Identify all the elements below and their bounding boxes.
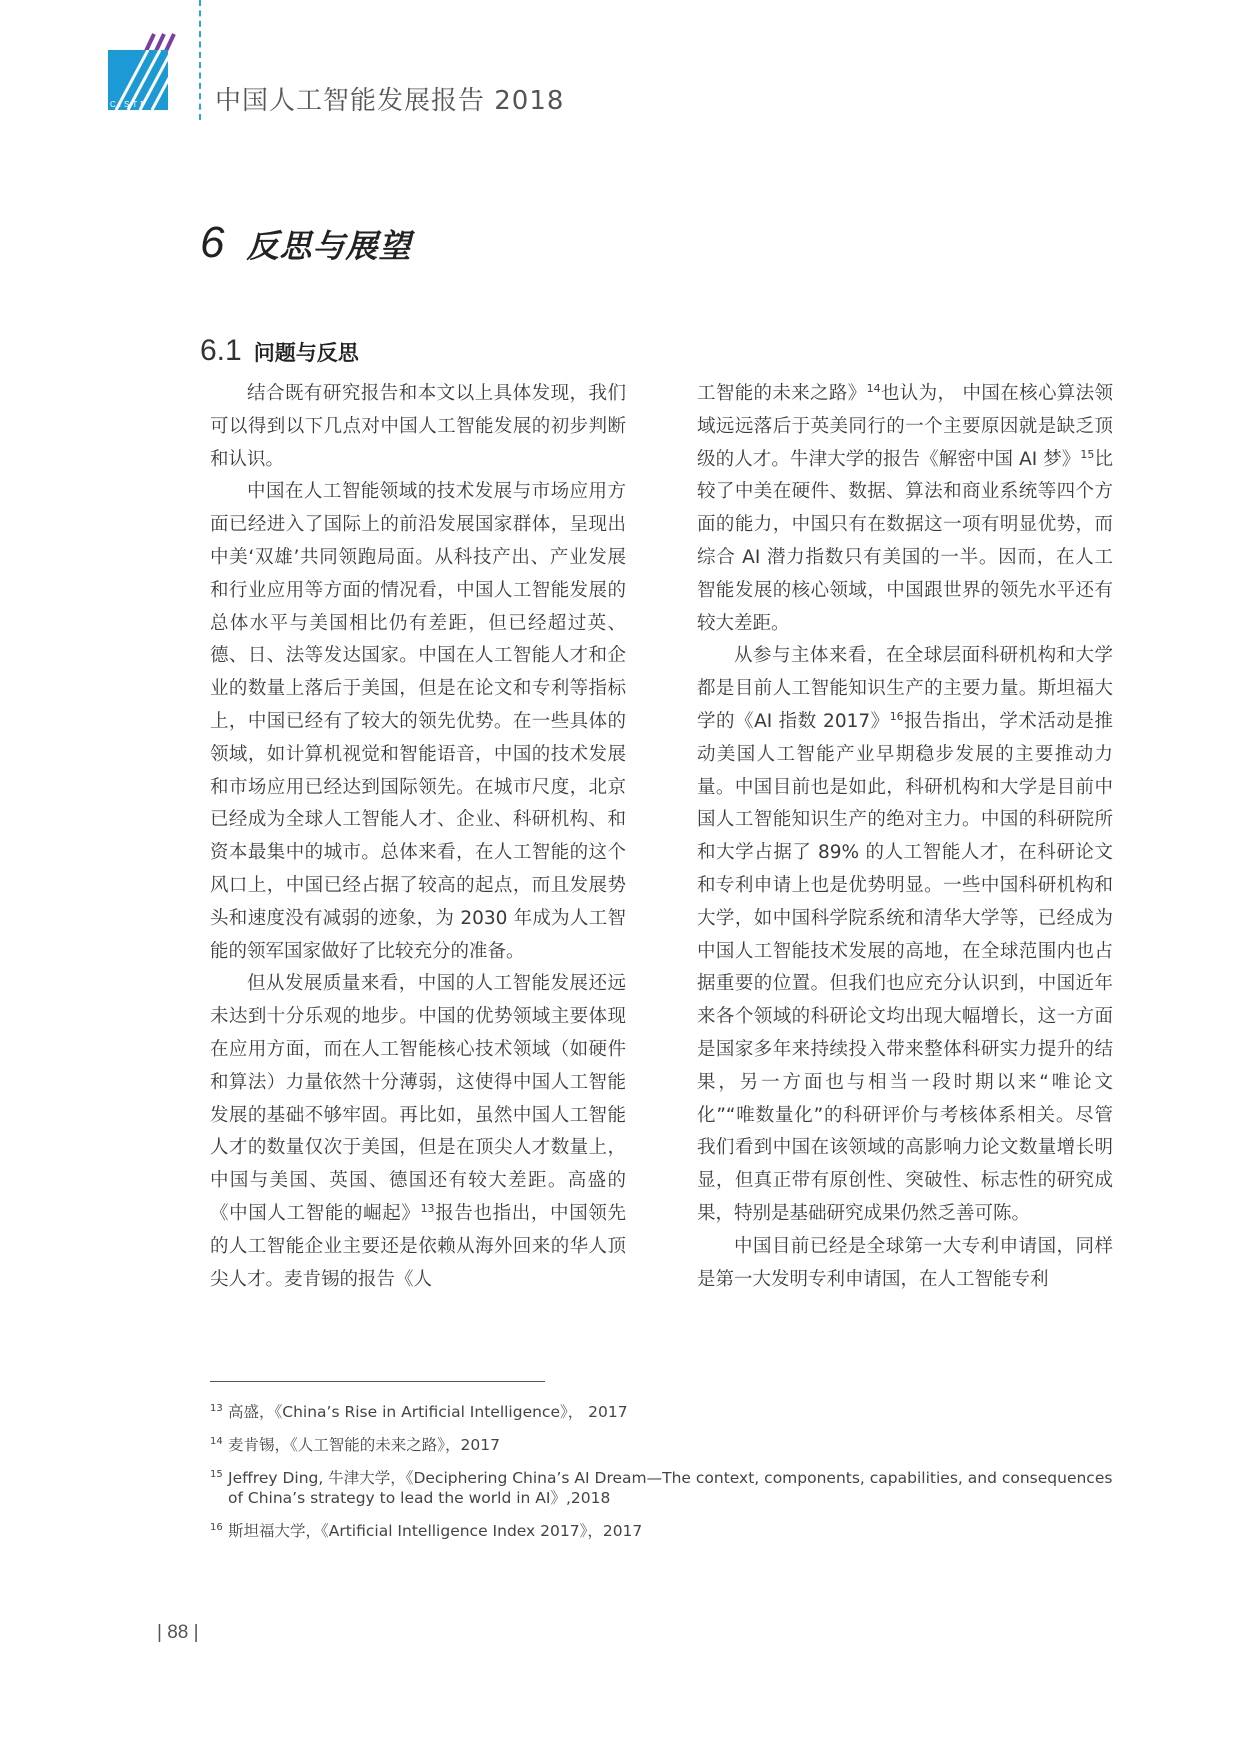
section-heading xyxy=(200,334,359,368)
footnote xyxy=(210,1521,1115,1541)
paragraph-text: 报告也指出，中国领先的人工智能企业主要还是依赖从海外回来的华人顶尖人才。麦肯锡的报告《人 xyxy=(210,1202,626,1290)
page-number: | 88 | xyxy=(157,1622,199,1643)
paragraph-text: 也认为， 中国在核心算法领域远远落后于英美同行的一个主要原因就是缺乏顶级的人才。牛津大学的报告《解密中国 AI 梦》 xyxy=(697,383,1113,470)
paragraph-text: 工智能的未来之路》 xyxy=(697,383,867,404)
footnote-ref: 16 xyxy=(889,709,904,723)
footnote-text: 麦肯锡，《人工智能的未来之路》，2017 xyxy=(228,1436,500,1454)
header-divider xyxy=(199,0,201,120)
footnote-ref: 14 xyxy=(866,381,881,395)
footnote-number: 13 xyxy=(210,1403,223,1414)
paragraph-text: 但从发展质量来看，中国的人工智能发展还远未达到十分乐观的地步。中国的优势领域主要体现在应用方面，而在人工智能核心技术领域（如硬件和算法）力量依然十分薄弱，这使得中国人工智能发展的基础不够牢固。再比如，虽然中国人工智能人才的数量仅次于美国，但是在顶尖人才数量上，中国与美国、英国、德国还有较大差距。高盛的《中国人工智能的崛起》 xyxy=(210,973,626,1224)
report-title: 中国人工智能发展报告 2018 xyxy=(215,86,565,116)
logo-box xyxy=(108,50,168,110)
section-number: 6.1 xyxy=(200,334,242,367)
chapter-number: 6 xyxy=(200,218,225,267)
paragraph-text: 比较了中美在硬件、数据、算法和商业系统等四个方面的能力，中国只有在数据这一项有明显优势，而综合 AI 潜力指数只有美国的一半。因而，在人工智能发展的核心领域，中国跟世界的领先水平还有较大差距。 xyxy=(697,448,1113,634)
paragraph xyxy=(697,378,1113,640)
footnote-text: 斯坦福大学，《Artificial Intelligence Index 2017》，2017 xyxy=(228,1522,643,1540)
footnotes xyxy=(210,1402,1115,1554)
footnote xyxy=(210,1435,1115,1455)
footnote xyxy=(210,1468,1115,1508)
left-column xyxy=(210,378,626,1296)
footnote-divider xyxy=(210,1381,545,1382)
footnote-number: 15 xyxy=(210,1469,223,1480)
paragraph: 结合既有研究报告和本文以上具体发现，我们可以得到以下几点对中国人工智能发展的初步判断和认识。 xyxy=(210,383,626,470)
right-column xyxy=(697,378,1113,1296)
paragraph: 中国在人工智能领域的技术发展与市场应用方面已经进入了国际上的前沿发展国家群体，呈现出中美‘双雄’共同领跑局面。从科技产出、产业发展和行业应用等方面的情况看，中国人工智能发展的总体水平与美国相比仍有差距，但已经超过英、德、日、法等发达国家。中国在人工智能人才和企业的数量上落后于美国，但是在论文和专利等指标上，中国已经有了较大的领先优势。在一些具体的领域，如计算机视觉和智能语音，中国的技术发展和市场应用已经达到国际领先。在城市尺度，北京已经成为全球人工智能人才、企业、科研机构、和资本最集中的城市。总体来看，在人工智能的这个风口上，中国已经占据了较高的起点，而且发展势头和速度没有减弱的迹象，为 2030 年成为人工智能的领军国家做好了比较充分的准备。 xyxy=(210,481,626,962)
paragraph xyxy=(210,968,626,1296)
chapter-title: 反思与展望 xyxy=(246,227,412,265)
footnote-text: Jeffrey Ding, 牛津大学，《Deciphering China’s AI Dream—The context, components, capabilities, and consequences of China’s strategy to lead the world in AI》,2018 xyxy=(228,1469,1113,1507)
footnote-ref: 13 xyxy=(420,1201,435,1215)
logo-text: CISTP xyxy=(110,100,149,109)
footnote-number: 14 xyxy=(210,1436,223,1447)
footnote-text: 高盛，《China’s Rise in Artificial Intelligence》， 2017 xyxy=(228,1403,628,1421)
chapter-heading xyxy=(200,218,412,268)
footnote xyxy=(210,1402,1115,1422)
paragraph xyxy=(697,640,1113,1230)
section-title: 问题与反思 xyxy=(253,341,359,365)
footnote-number: 16 xyxy=(210,1522,223,1533)
paragraph-text: 报告指出，学术活动是推动美国人工智能产业早期稳步发展的主要推动力量。中国目前也是如此，科研机构和大学是目前中国人工智能知识生产的绝对主力。中国的科研院所和大学占据了 89% 的人工智能人才，在科研论文和专利申请上也是优势明显。一些中国科研机构和大学，如中国科学院系统和清华大学等，已经成为中国人工智能技术发展的高地，在全球范围内也占据重要的位置。但我们也应充分认识到，中国近年来各个领域的科研论文均出现大幅增长，这一方面是国家多年来持续投入带来整体科研实力提升的结果，另一方面也与相当一段时期以来“唯论文化”“唯数量化”的科研评价与考核体系相关。尽管我们看到中国在该领域的高影响力论文数量增长明显，但真正带有原创性、突破性、标志性的研究成果，特别是基础研究成果仍然乏善可陈。 xyxy=(697,710,1113,1224)
cistp-logo xyxy=(108,30,176,110)
footnote-ref: 15 xyxy=(1080,447,1095,461)
paragraph: 中国目前已经是全球第一大专利申请国，同样是第一大发明专利申请国，在人工智能专利 xyxy=(697,1235,1113,1290)
paragraph-text: 从参与主体来看，在全球层面科研机构和大学都是目前人工智能知识生产的主要力量。斯坦福大学的《AI 指数 2017》 xyxy=(697,645,1113,732)
